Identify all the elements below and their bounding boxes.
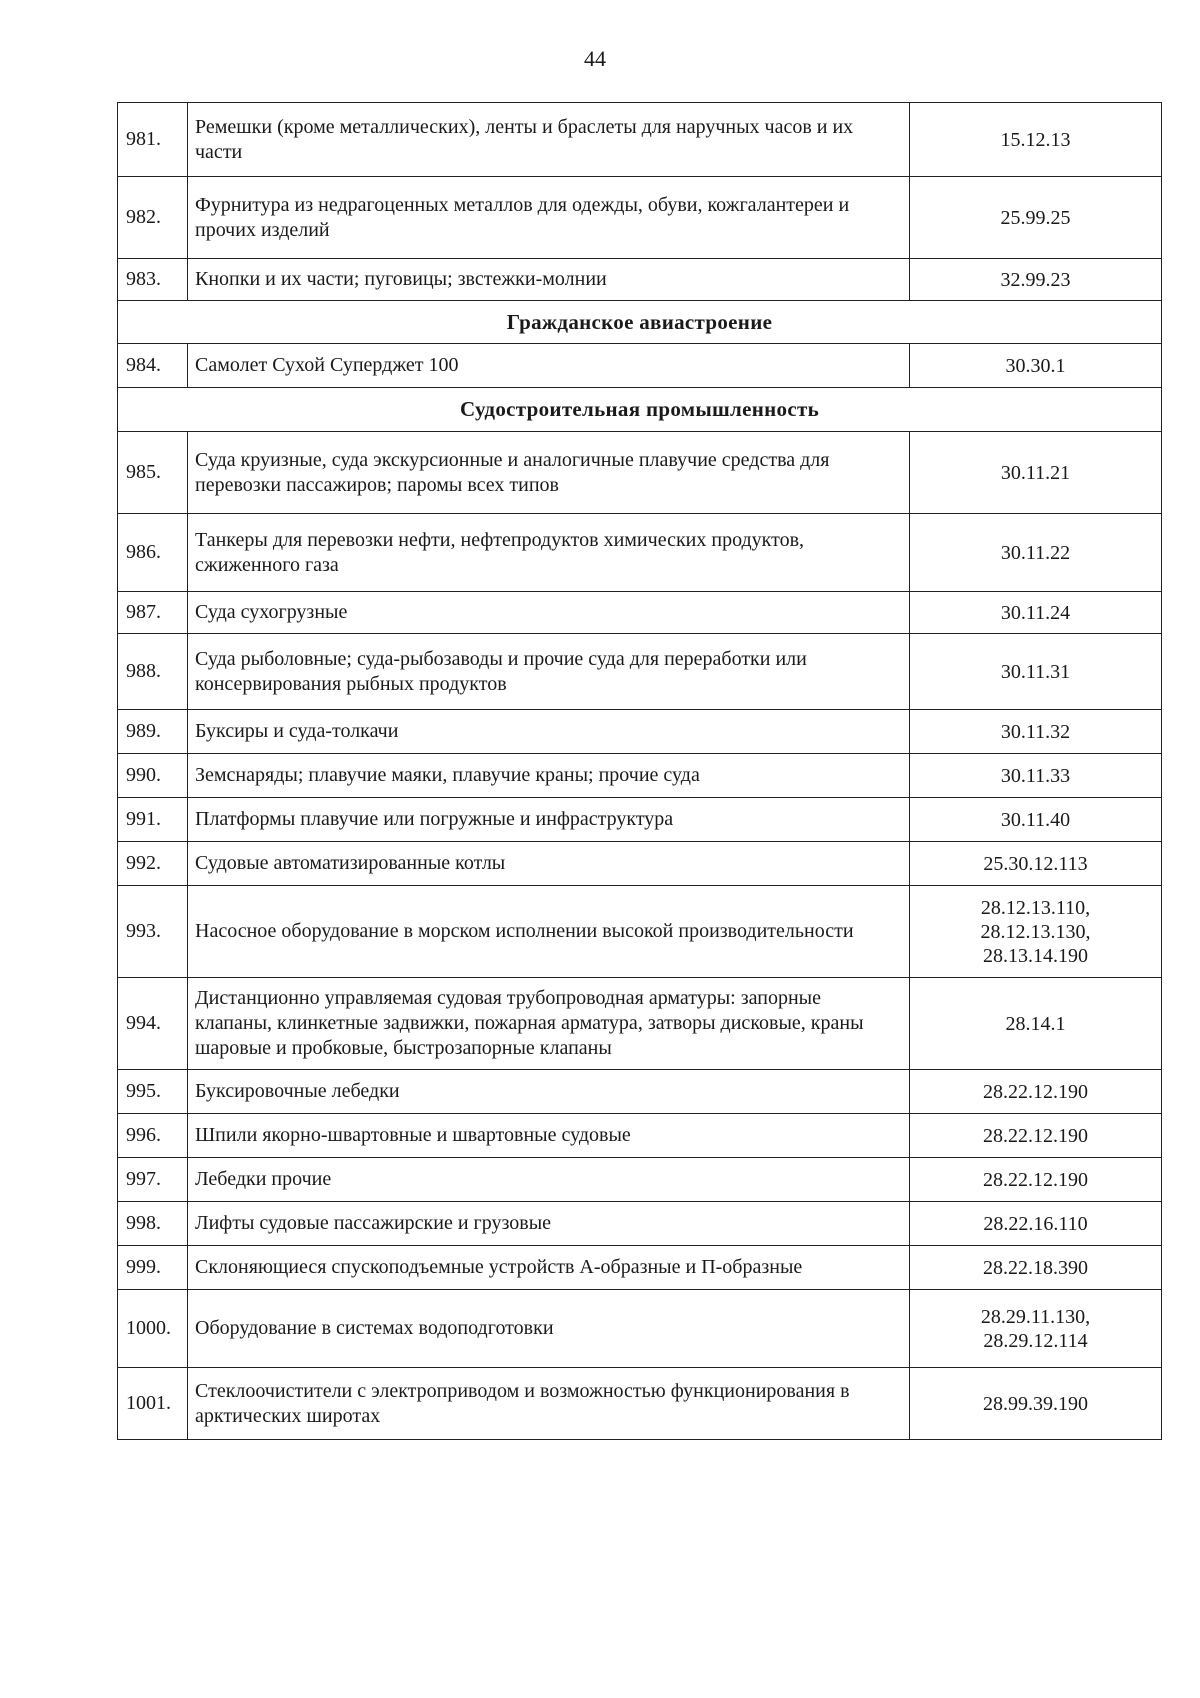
item-name: Земснаряды; плавучие маяки, плавучие краны; прочие суда bbox=[188, 754, 910, 798]
table-row bbox=[118, 1114, 1162, 1158]
item-name: Суда рыболовные; суда-рыбозаводы и прочие суда для переработки или консервирования рыбных продуктов bbox=[188, 634, 910, 710]
okpd-code: 30.11.21 bbox=[1000, 461, 1071, 484]
okpd-code-cell bbox=[910, 103, 1162, 177]
item-name: Дистанционно управляемая судовая трубопроводная арматуры: запорные клапаны, клинкетные задвижки, пожарная арматура, затворы дисковые, краны шаровые и пробковые, быстрозапорные клапаны bbox=[188, 978, 910, 1070]
table-row bbox=[118, 177, 1162, 259]
okpd-code-cell bbox=[910, 1070, 1162, 1114]
okpd-code-cell bbox=[910, 344, 1162, 388]
table-row bbox=[118, 1290, 1162, 1368]
okpd-code-cell bbox=[910, 754, 1162, 798]
okpd-code-cell bbox=[910, 177, 1162, 259]
okpd-code-cell bbox=[910, 634, 1162, 710]
table-row bbox=[118, 754, 1162, 798]
okpd-code: 28.12.13.130, bbox=[980, 920, 1091, 943]
okpd-code: 28.14.1 bbox=[1005, 1012, 1066, 1035]
section-header-row bbox=[118, 388, 1162, 432]
okpd-code: 28.22.12.190 bbox=[983, 1080, 1088, 1103]
item-name: Насосное оборудование в морском исполнении высокой производительности bbox=[188, 886, 910, 978]
okpd-code: 30.11.33 bbox=[1000, 764, 1071, 787]
item-name: Самолет Сухой Суперджет 100 bbox=[188, 344, 910, 388]
okpd-code: 28.12.13.110, bbox=[980, 896, 1091, 919]
item-number: 995. bbox=[118, 1070, 188, 1114]
okpd-code: 32.99.23 bbox=[1000, 268, 1071, 291]
item-name: Лебедки прочие bbox=[188, 1158, 910, 1202]
products-table bbox=[117, 102, 1162, 1440]
item-number: 1001. bbox=[118, 1368, 188, 1440]
item-number: 988. bbox=[118, 634, 188, 710]
okpd-code-cell bbox=[910, 1368, 1162, 1440]
table-row bbox=[118, 592, 1162, 634]
table-row bbox=[118, 1158, 1162, 1202]
item-name: Ремешки (кроме металлических), ленты и браслеты для наручных часов и их части bbox=[188, 103, 910, 177]
okpd-code-cell bbox=[910, 514, 1162, 592]
item-number: 1000. bbox=[118, 1290, 188, 1368]
section-header-row bbox=[118, 301, 1162, 344]
okpd-code: 28.99.39.190 bbox=[983, 1392, 1088, 1415]
okpd-code: 28.22.16.110 bbox=[983, 1212, 1088, 1235]
okpd-code: 28.22.12.190 bbox=[983, 1124, 1088, 1147]
table-row bbox=[118, 259, 1162, 301]
item-number: 986. bbox=[118, 514, 188, 592]
item-name: Стеклоочистители с электроприводом и возможностью функционирования в арктических широтах bbox=[188, 1368, 910, 1440]
okpd-code-cell bbox=[910, 842, 1162, 886]
okpd-code-cell bbox=[910, 798, 1162, 842]
okpd-code: 28.29.11.130, bbox=[980, 1305, 1091, 1328]
okpd-code-cell bbox=[910, 710, 1162, 754]
item-number: 994. bbox=[118, 978, 188, 1070]
item-number: 993. bbox=[118, 886, 188, 978]
table-row bbox=[118, 1246, 1162, 1290]
item-name: Буксиры и суда-толкачи bbox=[188, 710, 910, 754]
item-number: 998. bbox=[118, 1202, 188, 1246]
okpd-code: 28.22.12.190 bbox=[983, 1168, 1088, 1191]
item-number: 985. bbox=[118, 432, 188, 514]
item-name: Платформы плавучие или погружные и инфраструктура bbox=[188, 798, 910, 842]
okpd-code-cell bbox=[910, 259, 1162, 301]
okpd-code-cell bbox=[910, 1290, 1162, 1368]
table-row bbox=[118, 1368, 1162, 1440]
okpd-code-cell bbox=[910, 1202, 1162, 1246]
okpd-code: 25.99.25 bbox=[1000, 206, 1071, 229]
okpd-code: 30.30.1 bbox=[1005, 354, 1066, 377]
item-number: 996. bbox=[118, 1114, 188, 1158]
item-name: Танкеры для перевозки нефти, нефтепродуктов химических продуктов, сжиженного газа bbox=[188, 514, 910, 592]
okpd-code-cell bbox=[910, 1246, 1162, 1290]
table-row bbox=[118, 344, 1162, 388]
okpd-code-cell bbox=[910, 886, 1162, 978]
item-number: 997. bbox=[118, 1158, 188, 1202]
table-row bbox=[118, 798, 1162, 842]
okpd-code-cell bbox=[910, 432, 1162, 514]
item-name: Склоняющиеся спускоподъемные устройств А-образные и П-образные bbox=[188, 1246, 910, 1290]
page-number: 44 bbox=[584, 46, 606, 71]
item-name: Фурнитура из недрагоценных металлов для одежды, обуви, кожгалантереи и прочих изделий bbox=[188, 177, 910, 259]
okpd-code-cell bbox=[910, 592, 1162, 634]
item-name: Суда круизные, суда экскурсионные и аналогичные плавучие средства для перевозки пассажиров; паромы всех типов bbox=[188, 432, 910, 514]
okpd-code: 28.13.14.190 bbox=[983, 944, 1088, 967]
item-number: 987. bbox=[118, 592, 188, 634]
table-row bbox=[118, 842, 1162, 886]
okpd-code: 30.11.31 bbox=[1000, 660, 1071, 683]
okpd-code: 28.22.18.390 bbox=[983, 1256, 1088, 1279]
item-number: 990. bbox=[118, 754, 188, 798]
item-number: 992. bbox=[118, 842, 188, 886]
item-name: Кнопки и их части; пуговицы; звстежки-молнии bbox=[188, 259, 910, 301]
item-name: Лифты судовые пассажирские и грузовые bbox=[188, 1202, 910, 1246]
item-number: 982. bbox=[118, 177, 188, 259]
item-name: Буксировочные лебедки bbox=[188, 1070, 910, 1114]
item-number: 984. bbox=[118, 344, 188, 388]
okpd-code: 25.30.12.113 bbox=[983, 852, 1088, 875]
table-row bbox=[118, 1070, 1162, 1114]
item-number: 991. bbox=[118, 798, 188, 842]
okpd-code-cell bbox=[910, 1114, 1162, 1158]
table-row bbox=[118, 432, 1162, 514]
table-row bbox=[118, 710, 1162, 754]
okpd-code-cell bbox=[910, 1158, 1162, 1202]
okpd-code: 15.12.13 bbox=[1000, 128, 1071, 151]
okpd-code: 28.29.12.114 bbox=[983, 1329, 1088, 1352]
item-number: 999. bbox=[118, 1246, 188, 1290]
okpd-code: 30.11.40 bbox=[1000, 808, 1071, 831]
table-row bbox=[118, 103, 1162, 177]
okpd-code: 30.11.22 bbox=[1000, 541, 1071, 564]
okpd-code: 30.11.32 bbox=[1000, 720, 1071, 743]
item-name: Судовые автоматизированные котлы bbox=[188, 842, 910, 886]
item-number: 981. bbox=[118, 103, 188, 177]
table-row bbox=[118, 514, 1162, 592]
item-name: Оборудование в системах водоподготовки bbox=[188, 1290, 910, 1368]
section-title: Судостроительная промышленность bbox=[118, 388, 1162, 432]
table-row bbox=[118, 634, 1162, 710]
item-number: 989. bbox=[118, 710, 188, 754]
table-row bbox=[118, 978, 1162, 1070]
okpd-code: 30.11.24 bbox=[1000, 601, 1071, 624]
item-number: 983. bbox=[118, 259, 188, 301]
table-row bbox=[118, 886, 1162, 978]
table-row bbox=[118, 1202, 1162, 1246]
item-name: Шпили якорно-швартовные и швартовные судовые bbox=[188, 1114, 910, 1158]
item-name: Суда сухогрузные bbox=[188, 592, 910, 634]
section-title: Гражданское авиастроение bbox=[118, 301, 1162, 344]
okpd-code-cell bbox=[910, 978, 1162, 1070]
